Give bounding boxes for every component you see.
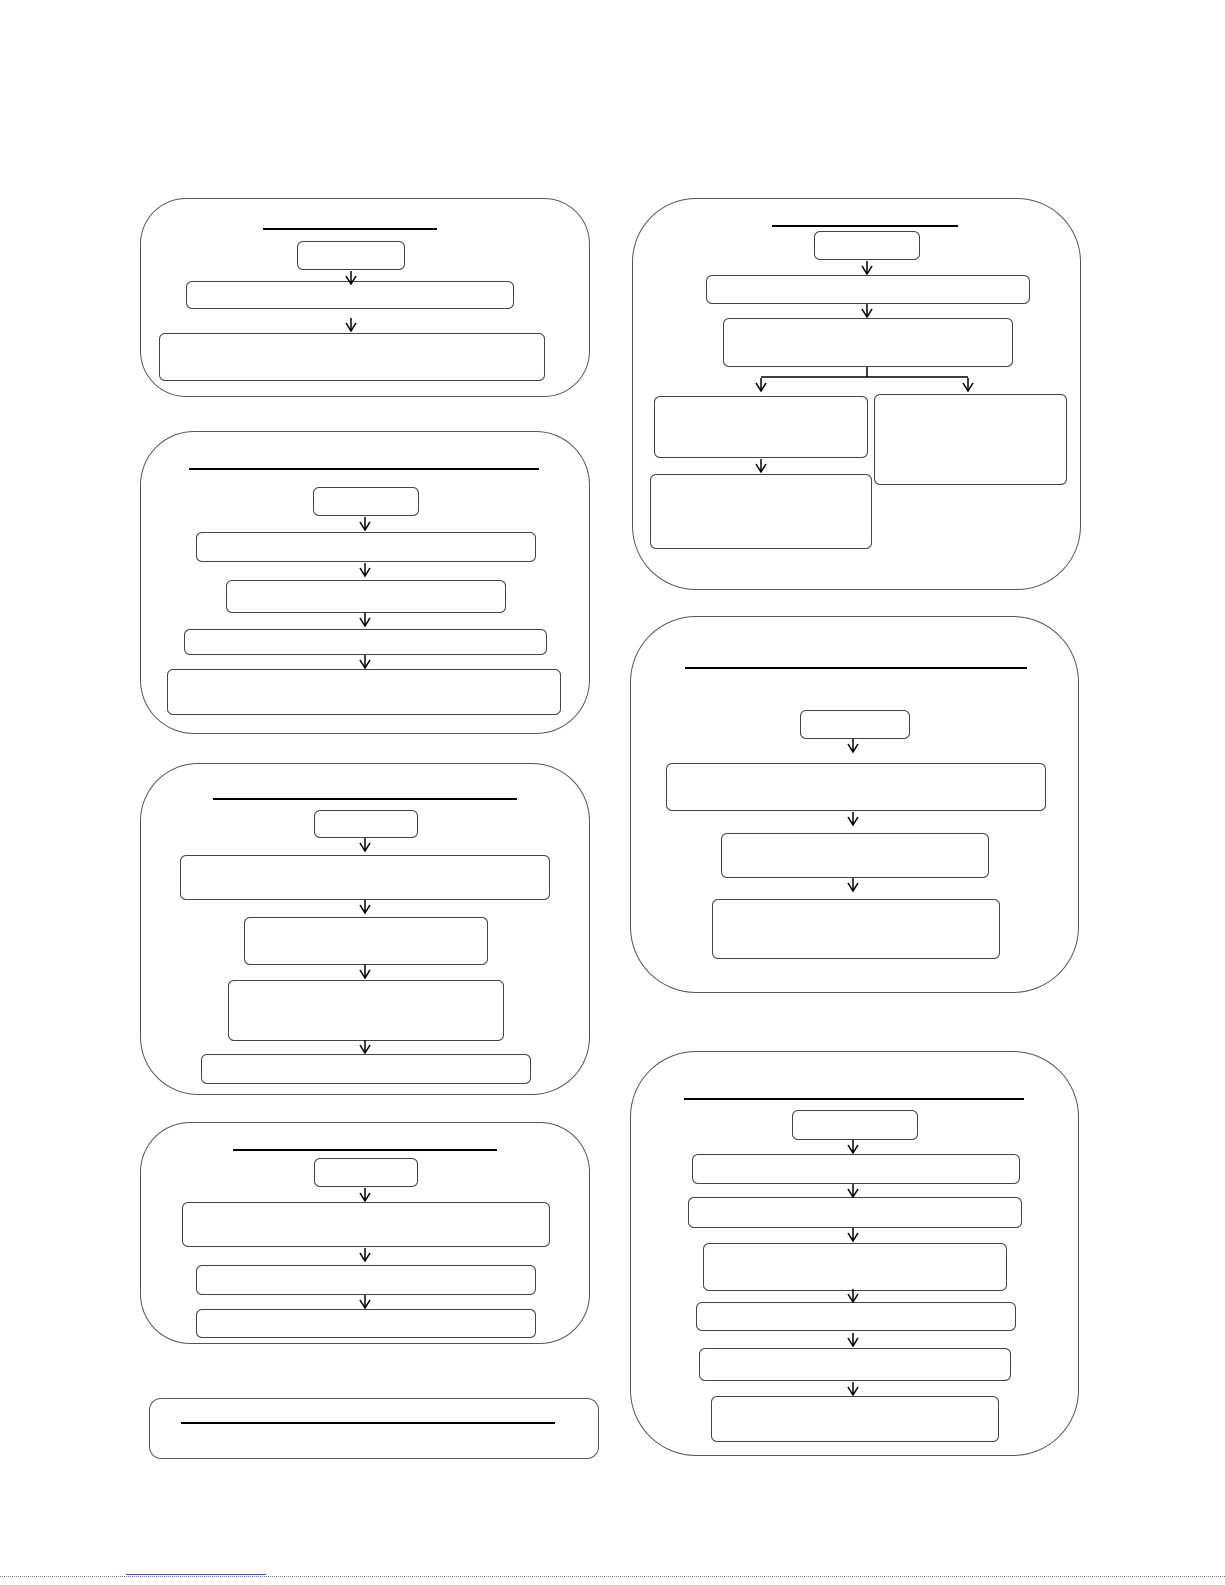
step-box — [696, 1302, 1016, 1331]
step-box — [699, 1348, 1011, 1381]
note-panel — [149, 1398, 599, 1459]
step-box — [196, 1309, 536, 1338]
panel-heading-rule — [685, 667, 1027, 669]
start-box — [814, 231, 920, 260]
note-heading-rule — [181, 1422, 555, 1424]
start-box — [314, 810, 418, 838]
step-box — [196, 1265, 536, 1295]
panel-heading-rule — [233, 1149, 497, 1151]
branch-left-result-box — [650, 474, 872, 549]
panel-heading-rule — [189, 468, 539, 470]
step-box — [159, 333, 545, 381]
step-box — [226, 580, 506, 613]
step-box — [228, 980, 504, 1041]
step-box — [711, 1396, 999, 1442]
step-box — [196, 532, 536, 562]
step-box — [721, 833, 989, 878]
flow-panel — [140, 763, 590, 1095]
step-box — [706, 275, 1030, 304]
step-box — [692, 1154, 1020, 1184]
step-box — [688, 1197, 1022, 1228]
start-box — [800, 710, 910, 739]
step-box — [186, 281, 514, 309]
branch-right-box — [874, 394, 1067, 485]
panel-heading-rule — [772, 225, 958, 227]
branch-left-box — [654, 396, 868, 458]
step-box — [180, 855, 550, 900]
panel-heading-rule — [684, 1098, 1024, 1100]
flow-panel — [140, 198, 590, 397]
step-box — [182, 1202, 550, 1247]
step-box — [244, 917, 488, 965]
step-box — [184, 629, 547, 655]
start-box — [314, 1158, 418, 1187]
step-box — [712, 899, 1000, 959]
footer-separator — [0, 1576, 1225, 1577]
flow-panel — [140, 431, 590, 734]
step-box — [167, 669, 561, 715]
footnote-link[interactable] — [126, 1574, 266, 1575]
panel-heading-rule — [213, 798, 517, 800]
step-box — [201, 1054, 531, 1084]
flow-panel — [630, 1051, 1079, 1456]
start-box — [297, 241, 405, 270]
step-box — [703, 1243, 1007, 1291]
flow-panel — [630, 616, 1079, 993]
flow-panel — [140, 1122, 590, 1344]
start-box — [792, 1110, 918, 1140]
step-box — [723, 318, 1013, 367]
panel-heading-rule — [263, 228, 437, 230]
start-box — [313, 487, 419, 516]
flow-panel — [632, 198, 1081, 590]
step-box — [666, 763, 1046, 811]
